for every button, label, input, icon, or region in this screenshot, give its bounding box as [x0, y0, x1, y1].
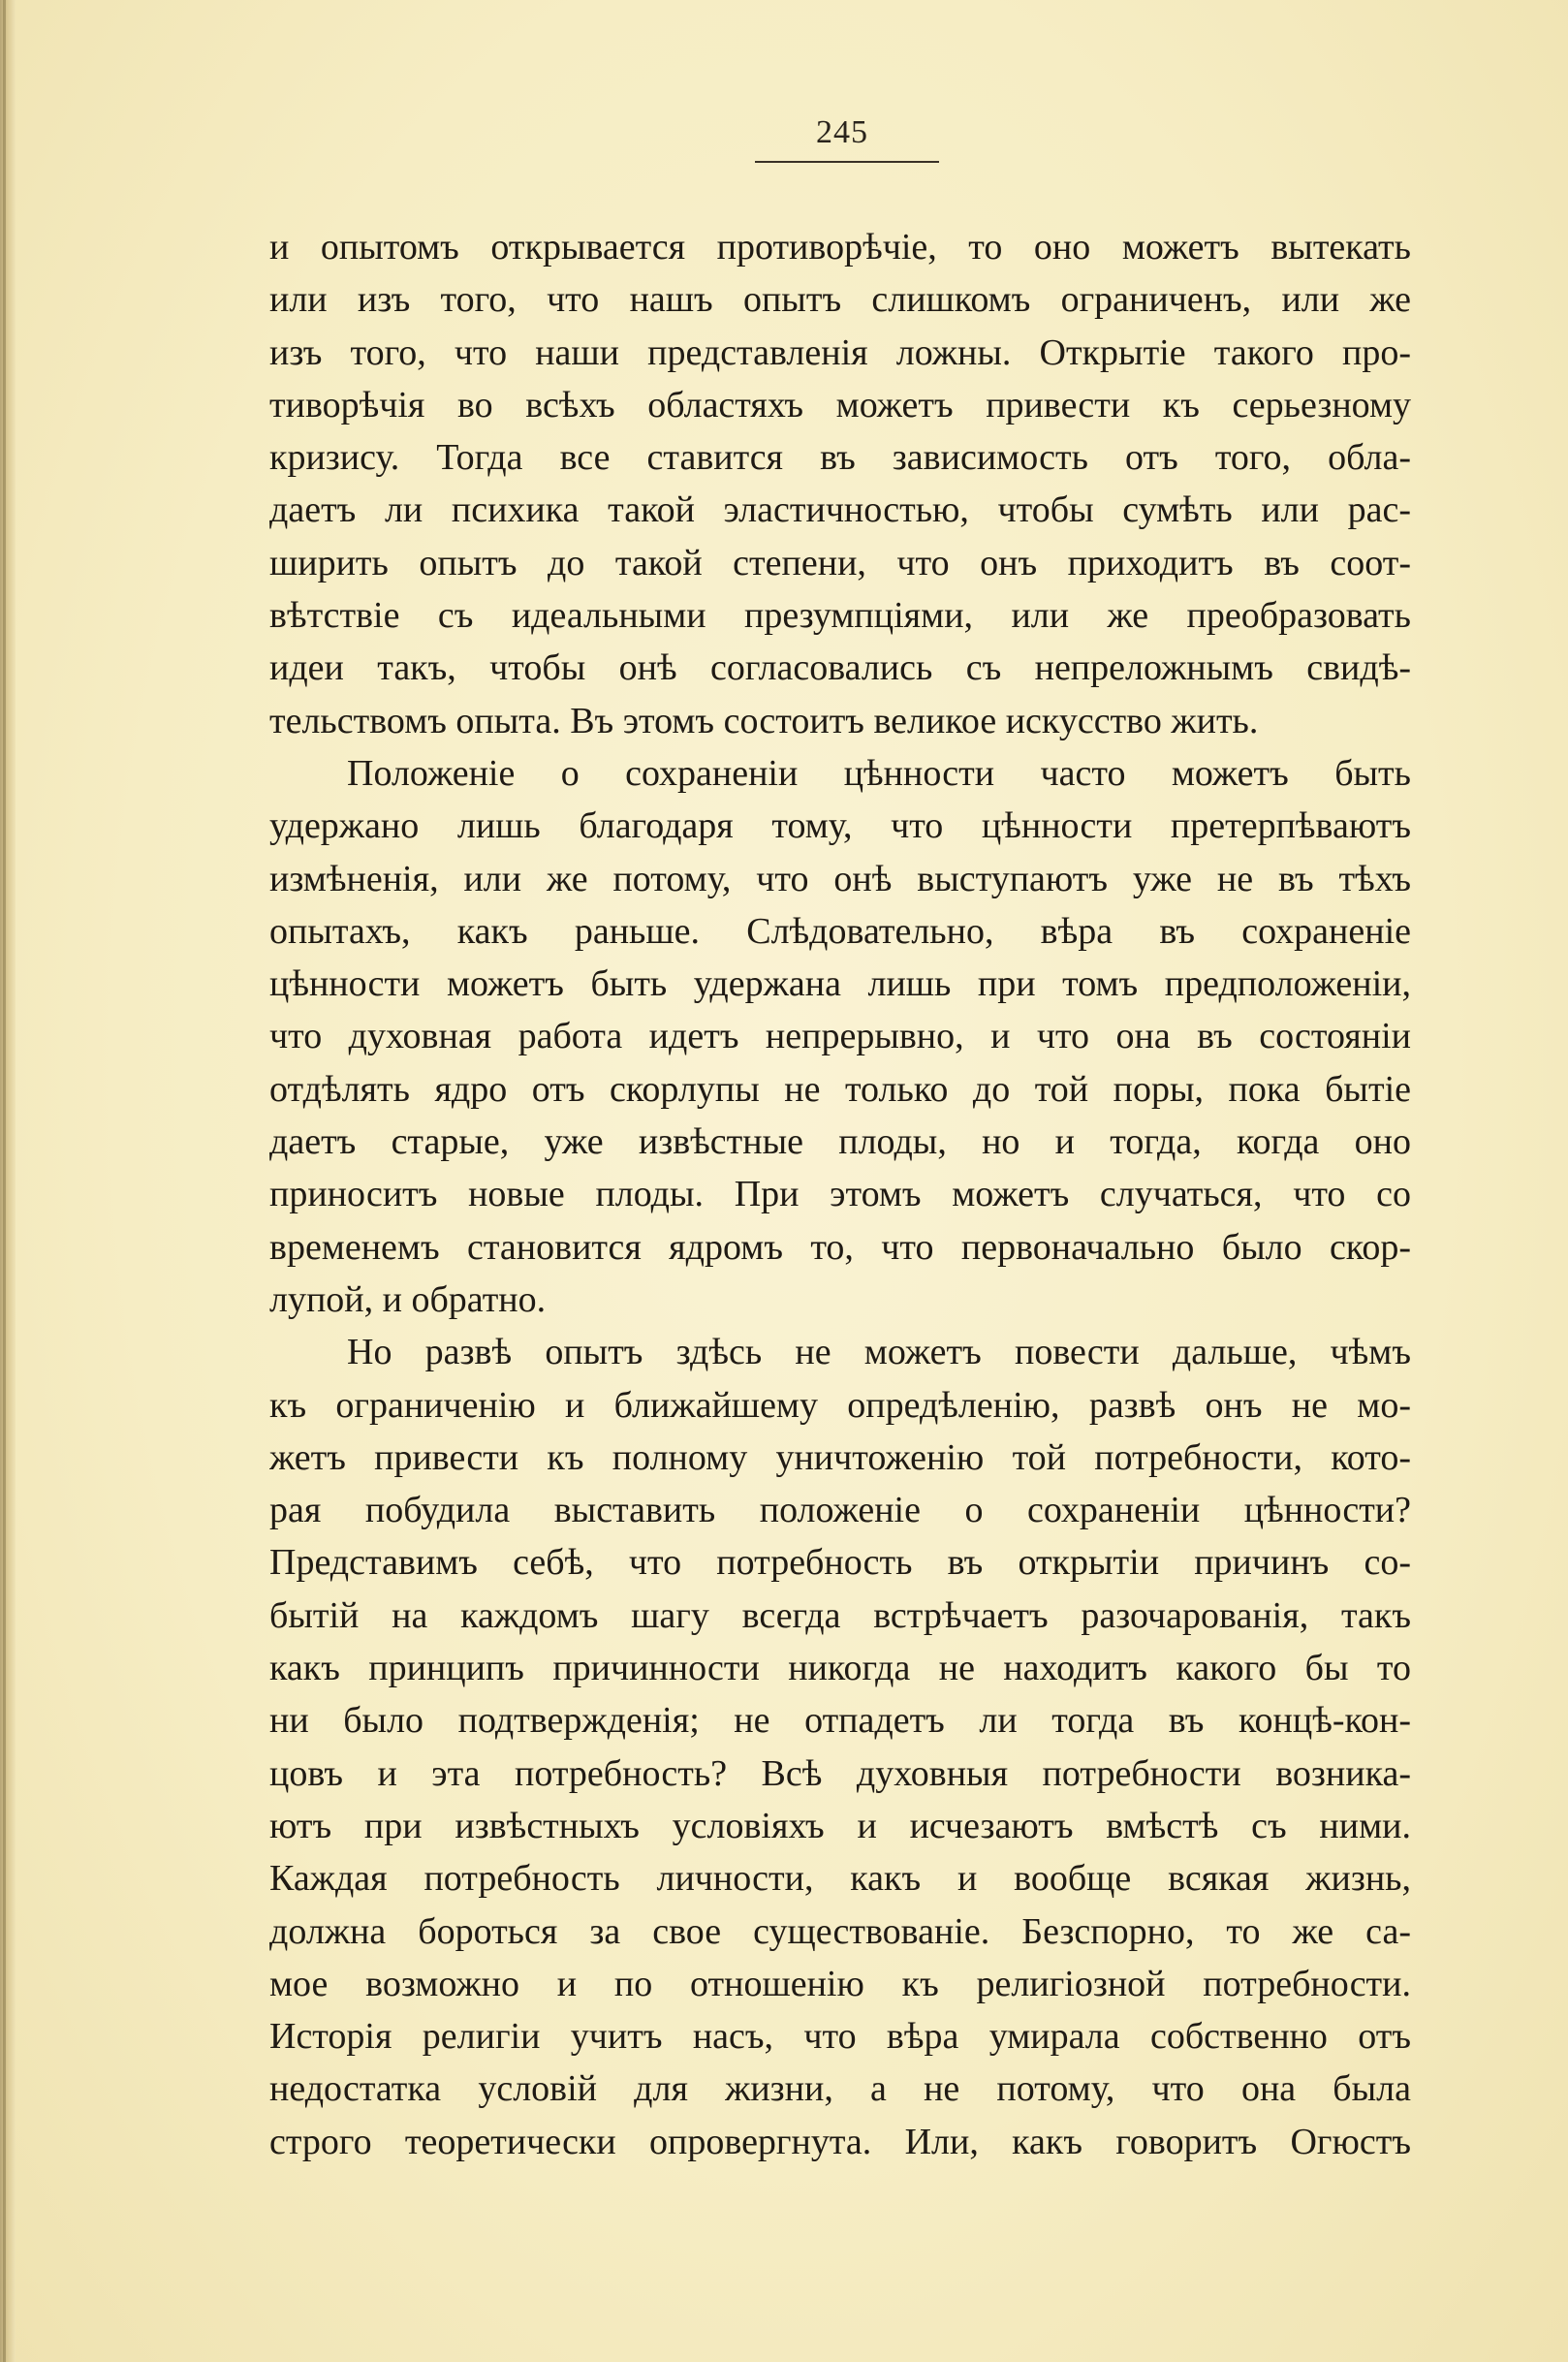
text-line: лупой, и обратно. — [269, 1278, 547, 1320]
binding-shadow-line — [3, 0, 6, 2362]
text-line: опытахъ, какъ раньше. Слѣдовательно, вѣра въ сохраненіе — [269, 910, 1411, 952]
text-line: мое возможно и по отношенію къ религіозной потребности. — [269, 1963, 1411, 2004]
text-line: вѣтствіе съ идеальными презумпціями, или же преобразовать — [269, 595, 1411, 637]
text-line: изъ того, что наши представленія ложны. Открытіе такого про- — [269, 331, 1411, 373]
text-line: къ ограниченію и ближайшему опредѣленію, развѣ онъ не мо- — [269, 1384, 1411, 1426]
text-line: Каждая потребность личности, какъ и вообще всякая жизнь, — [269, 1858, 1411, 1900]
text-line: какъ принципъ причинности никогда не находитъ какого бы то — [269, 1648, 1411, 1689]
text-line: рая побудила выставить положеніе о сохраненіи цѣнности? — [269, 1490, 1411, 1531]
text-line: цѣнности можетъ быть удержана лишь при томъ предположеніи, — [269, 963, 1411, 1005]
text-line: удержано лишь благодаря тому, что цѣнности претерпѣваютъ — [269, 805, 1411, 847]
text-line: временемъ становится ядромъ то, что первоначально было скор- — [269, 1226, 1411, 1268]
text-line: недостатка условій для жизни, а не потому, что она была — [269, 2068, 1411, 2110]
text-line: Исторія религіи учитъ насъ, что вѣра умирала собственно отъ — [269, 2016, 1411, 2058]
text-line: приноситъ новые плоды. При этомъ можетъ случаться, что со — [269, 1174, 1411, 1215]
page-number-rule — [755, 161, 939, 163]
page-number: 245 — [816, 114, 868, 150]
text-line: строго теоретически опровергнута. Или, какъ говоритъ Огюстъ — [269, 2121, 1411, 2162]
text-line: жетъ привести къ полному уничтоженію той потребности, кото- — [269, 1436, 1411, 1478]
text-line: цовъ и эта потребность? Всѣ духовныя потребности возника- — [269, 1752, 1411, 1794]
text-line: или изъ того, что нашъ опытъ слишкомъ ограниченъ, или же — [269, 279, 1411, 321]
text-line: должна бороться за свое существованіе. Безспорно, то же са- — [269, 1910, 1411, 1952]
text-line: тиворѣчія во всѣхъ областяхъ можетъ привести къ серьезному — [269, 384, 1411, 425]
text-line: тельствомъ опыта. Въ этомъ состоитъ великое искусство жить. — [269, 700, 1259, 741]
paragraph-first-line: Положеніе о сохраненіи цѣнности часто можетъ быть — [347, 752, 1411, 794]
text-line: кризису. Тогда все ставится въ зависимость отъ того, обла- — [269, 437, 1411, 479]
text-line: что духовная работа идетъ непрерывно, и что она въ состояніи — [269, 1016, 1411, 1057]
text-line: даетъ старые, уже извѣстные плоды, но и тогда, когда оно — [269, 1121, 1411, 1163]
text-line: и опытомъ открывается противорѣчіе, то оно можетъ вытекать — [269, 227, 1411, 268]
text-line: ширить опытъ до такой степени, что онъ приходитъ въ соот- — [269, 542, 1411, 583]
text-line: бытій на каждомъ шагу всегда встрѣчаетъ разочарованія, такъ — [269, 1594, 1411, 1636]
text-line: отдѣлять ядро отъ скорлупы не только до той поры, пока бытіе — [269, 1068, 1411, 1110]
text-line: идеи такъ, чтобы онѣ согласовались съ непреложнымъ свидѣ- — [269, 647, 1411, 689]
text-line: Представимъ себѣ, что потребность въ открытіи причинъ со- — [269, 1542, 1411, 1584]
text-line: даетъ ли психика такой эластичностью, чтобы сумѣть или рас- — [269, 489, 1411, 531]
paragraph-first-line: Но развѣ опытъ здѣсь не можетъ повести дальше, чѣмъ — [347, 1332, 1411, 1373]
text-line: ютъ при извѣстныхъ условіяхъ и исчезаютъ вмѣстѣ съ ними. — [269, 1805, 1411, 1846]
text-line: измѣненія, или же потому, что онѣ выступаютъ уже не въ тѣхъ — [269, 858, 1411, 899]
text-line: ни было подтвержденія; не отпадетъ ли тогда въ концѣ-кон- — [269, 1700, 1411, 1742]
body-text — [269, 221, 1411, 2168]
